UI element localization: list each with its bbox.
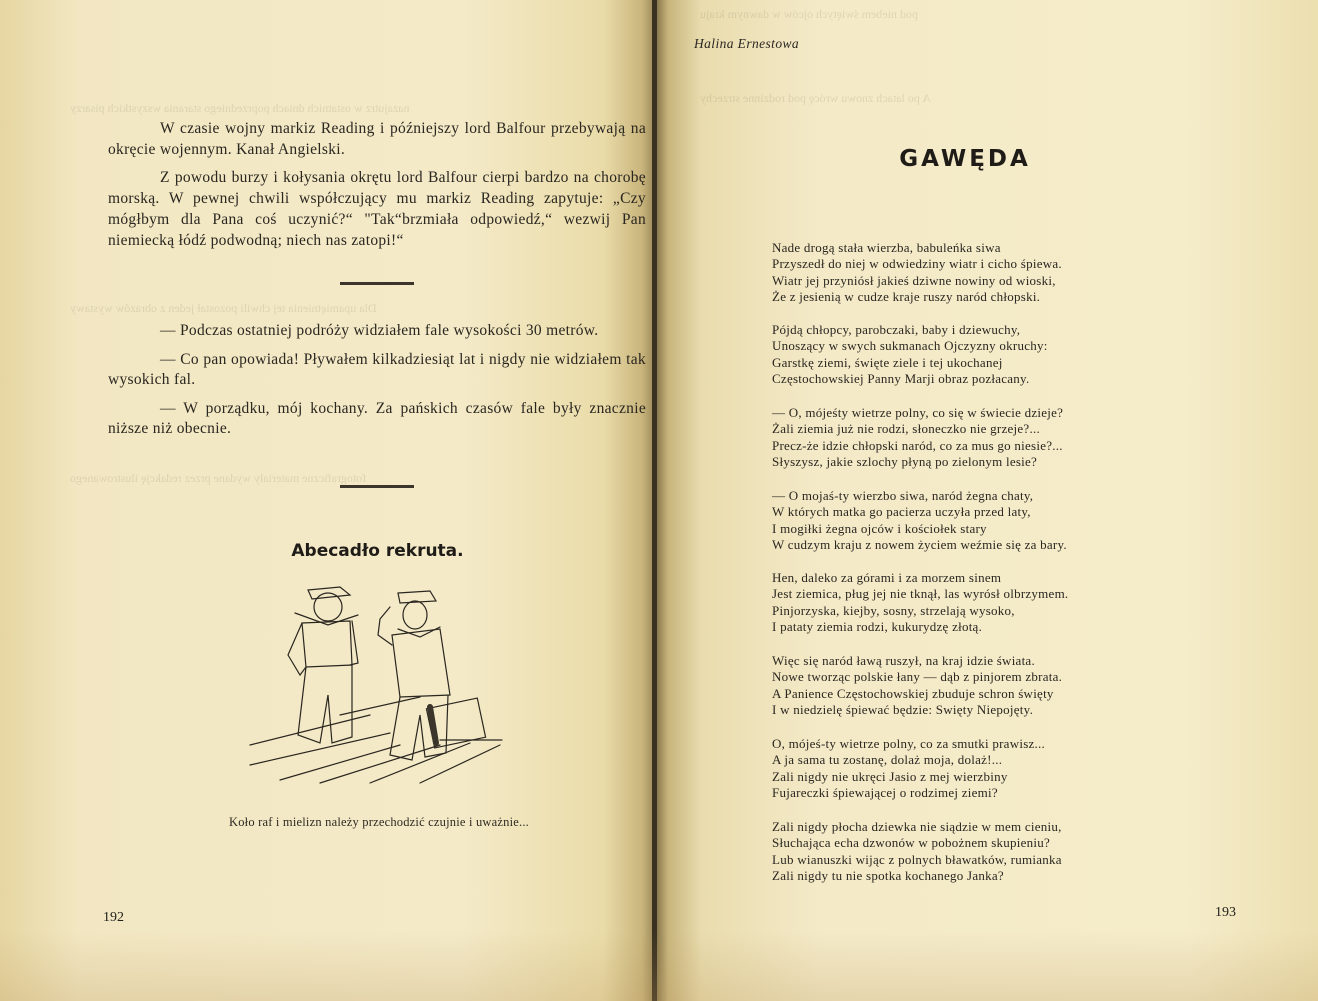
poem-line: Częstochowskiej Panny Marji obraz pozłacany. [772, 370, 1030, 386]
poem-line: A Panience Częstochowskiej zbuduje schron święty [772, 685, 1054, 701]
poem-line: Lub wianuszki wijąc z polnych bławatków, rumianka [772, 851, 1062, 867]
poem-line: Więc się naród ławą ruszył, na kraj idzie świata. [772, 653, 1035, 668]
poem-stanza-3 [772, 405, 1112, 470]
dialogue-line-2: — Co pan opowiada! Pływałem kilkadziesiąt lat i nigdy nie widziałem tak wysokich fal. [108, 351, 646, 388]
left-page [0, 0, 655, 1001]
poem-line: Żali ziemia już nie rodzi, słoneczko nie grzeje?... [772, 421, 1040, 437]
poem-line: Słyszysz, jakie szlochy płyną po zielonym lesie? [772, 453, 1038, 469]
poem-line: Hen, daleko za górami i za morzem sinem [772, 570, 1002, 585]
poem-line: Pinjorzyska, kiejby, sosny, strzelają wysoko, [772, 602, 1015, 618]
poem-line: W których matka go pacierza uczyła przed laty, [772, 504, 1031, 520]
dialogue-line-3: — W porządku, mój kochany. Za pańskich czasów fale były znacznie niższe niż obecnie. [108, 400, 646, 437]
bleed-through-text: pod niebem świętych ojców w dawnym kraju [700, 7, 918, 21]
illustration-caption: Koło raf i mielizn należy przechodzić czujnie i uważnie... [228, 815, 529, 829]
page-number: 193 [1215, 905, 1236, 920]
poem-title: GAWĘDA [899, 146, 1031, 172]
poem-line: I pataty ziemia rodzi, kukurydzę złotą. [772, 618, 983, 634]
poem-stanza-1 [772, 240, 1112, 305]
poem-line: Pójdą chłopcy, parobczaki, baby i dziewuchy, [772, 322, 1021, 337]
bleed-through-text: Dla upamiętnienia tej chwili pozostał jeden z obrazów wystawy [70, 301, 377, 315]
poem-line: Nowe tworząc polskie łany — dąb z pinjorem zbrata. [772, 669, 1063, 685]
anecdote-paragraph-2: Z powodu burzy i kołysania okrętu lord Balfour cierpi bardzo na chorobę morską. W pewnej chwili współczujący mu markiz Reading zapytuje: „Czy mógłbym dla Pana coś uczynić?“ "Tak“brzmiała odpowiedź,“ wezwij Pan niemiecką łódź podwodną; niech nas zatopi!“ [108, 169, 646, 249]
poem-line: O, mójeś-ty wietrze polny, co za smutki prawisz... [772, 736, 1046, 751]
poem-line: I mogiłki żegna ojców i kościołek stary [772, 520, 987, 536]
poem-line: — O, mójeśty wietrze polny, co się w świecie dzieje? [772, 405, 1064, 420]
poem-line: Że z jesienią w cudze kraje ruszy naród chłopski. [772, 288, 1041, 304]
poem-line: I w niedzielę śpiewać będzie: Swięty Niepojęty. [772, 701, 1034, 717]
section-divider [340, 282, 414, 285]
section-divider [340, 485, 414, 488]
poem-line: Unoszący w swych sukmanach Ojczyzny okruchy: [772, 338, 1048, 354]
poem-line: Garstkę ziemi, święte ziele i tej ukochanej [772, 354, 1003, 370]
poem-line: Nade drogą stała wierzba, babuleńka siwa [772, 240, 1001, 255]
poem-line: — O mojaś-ty wierzbo siwa, naród żegna chaty, [772, 488, 1034, 503]
poem-stanza-8 [772, 819, 1112, 884]
poem-line: Jest ziemica, pług jej nie tknął, las wyrósł olbrzymem. [772, 586, 1069, 602]
poem-stanza-6 [772, 653, 1112, 718]
page-number: 192 [103, 910, 124, 925]
poem-line: Słuchająca echa dzwonów w pobożnem skupieniu? [772, 835, 1051, 851]
sailors-illustration [240, 585, 510, 785]
poem-line: Przyszedł do niej w odwiedziny wiatr i cicho śpiewa. [772, 256, 1062, 272]
author-name: Halina Ernestowa [694, 36, 800, 51]
poem-line: W cudzym kraju z nowem życiem weźmie się za bary. [772, 536, 1067, 552]
poem-stanza-2 [772, 322, 1112, 387]
poem-line: A ja sama tu zostanę, dolaż moja, dolaż!... [772, 752, 1003, 768]
poem-line: Wiatr jej przyniósł jakieś dziwne nowiny od wioski, [772, 272, 1056, 288]
anecdote-paragraph-1: W czasie wojny markiz Reading i późniejszy lord Balfour przebywają na okręcie wojennym. Kanał Angielski. [108, 120, 646, 158]
poem-stanza-5 [772, 570, 1112, 635]
book-gutter [652, 0, 657, 1001]
poem-stanza-4 [772, 488, 1112, 553]
section-title: Abecadło rekruta. [291, 541, 464, 561]
poem-line: Fujareczki śpiewającej o rodzimej ziemi? [772, 784, 998, 800]
poem-line: Precz-że idzie chłopski naród, co za mus go niesie?... [772, 437, 1063, 453]
bleed-through-text: fotograficzne materiały wydane przez redakcję ilustrowanego [70, 471, 367, 485]
dialogue-line-1: — Podczas ostatniej podróży widziałem fale wysokości 30 metrów. [160, 322, 599, 339]
poem-line: Zali nigdy nie ukręci Jasio z mej wierzbiny [772, 768, 1008, 784]
poem-line: Zali nigdy płocha dziewka nie siądzie w mem cieniu, [772, 819, 1062, 834]
poem-line: Zali nigdy tu nie spotka kochanego Janka? [772, 867, 1004, 883]
poem-stanza-7 [772, 736, 1112, 801]
bleed-through-text: A po latach znowu wrócę pod rodzinne strzechy [700, 91, 931, 105]
bleed-through-text: nazajutrz w ostatnich dniach poprzedniego starania wszystkich pisarzy [70, 101, 410, 115]
